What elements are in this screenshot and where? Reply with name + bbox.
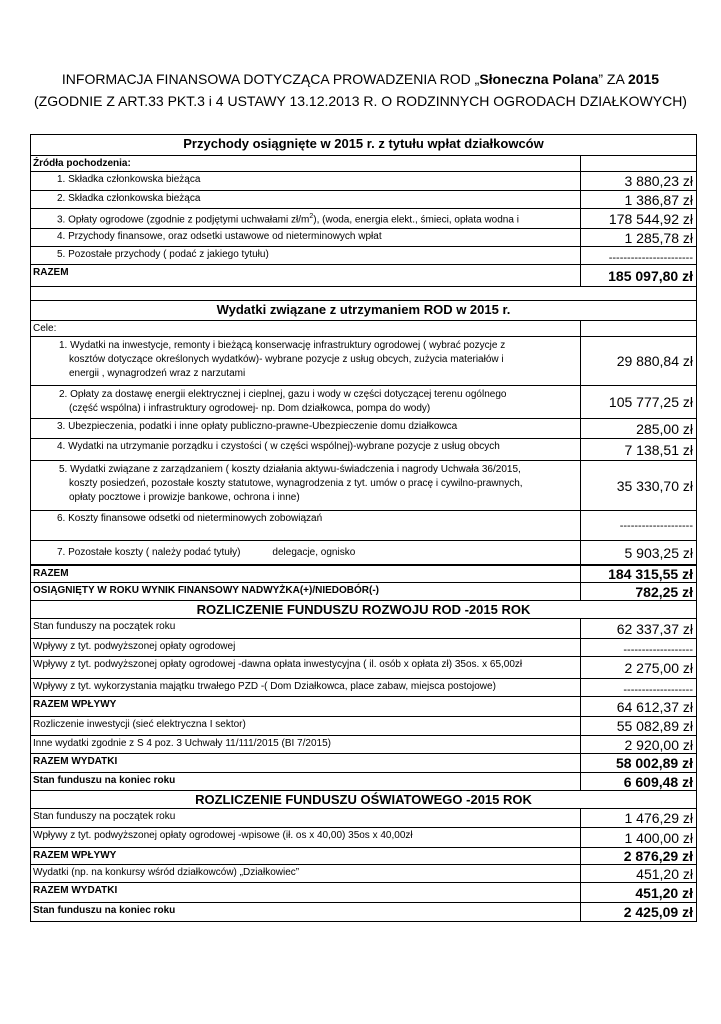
financial-table bbox=[30, 134, 697, 922]
income-row-value: 3 880,23 zł bbox=[580, 172, 696, 190]
fund-row-label: Wpływy z tyt. podwyższonej opłaty ogrodowej -wpisowe (ił. os x 40,00) 35os x 40,00zł bbox=[33, 830, 413, 841]
fund-row-label: RAZEM WYDATKI bbox=[33, 885, 118, 896]
expense-row bbox=[31, 510, 696, 540]
income-header: Przychody osiągnięte w 2015 r. z tytułu wpłat działkowców bbox=[183, 136, 544, 151]
fund-row-value: ------------------- bbox=[580, 639, 696, 656]
fund-row-label: RAZEM WPŁYWY bbox=[33, 850, 117, 861]
income-row bbox=[31, 171, 696, 190]
label-part: 3. Opłaty ogrodowe (zgodnie z podjętymi uchwałami zł/m bbox=[57, 214, 310, 226]
development-header-row bbox=[31, 600, 696, 618]
fund-row-label: RAZEM WYDATKI bbox=[33, 756, 118, 767]
fund-row-label: Stan funduszy na początek roku bbox=[33, 811, 176, 822]
expense-label bbox=[31, 386, 580, 418]
expense-label bbox=[31, 541, 580, 564]
income-row-value: 1 285,78 zł bbox=[580, 229, 696, 246]
expense-value: 29 880,84 zł bbox=[580, 337, 696, 385]
income-row bbox=[31, 246, 696, 264]
income-total-label: RAZEM bbox=[33, 267, 69, 278]
document-title bbox=[0, 71, 721, 87]
fund-row bbox=[31, 656, 696, 678]
income-total-row bbox=[31, 264, 696, 286]
expenses-header-row bbox=[31, 300, 696, 320]
expense-row bbox=[31, 418, 696, 438]
result-row bbox=[31, 582, 696, 600]
income-row-label: 4. Przychody finansowe, oraz odsetki ustawowe od nieterminowych wpłat bbox=[57, 231, 382, 242]
title-year: 2015 bbox=[627, 71, 660, 87]
fund-row-label: Wpływy z tyt. wykorzystania majątku trwałego PZD -( Dom Działkowca, place zabaw, miejsca postojowe) bbox=[33, 681, 496, 692]
label-line: 2. Opłaty za dostawę energii elektrycznej i cieplnej, gazu i wody w części dotyczącej terenu ogólnego bbox=[59, 389, 507, 400]
income-row-value: 1 386,87 zł bbox=[580, 191, 696, 208]
fund-row-label: Stan funduszu na koniec roku bbox=[33, 775, 176, 786]
income-row-label: 2. Składka członkowska bieżąca bbox=[57, 193, 201, 204]
income-row-value: 178 544,92 zł bbox=[580, 209, 696, 228]
expense-value: 5 903,25 zł bbox=[580, 541, 696, 564]
expense-row bbox=[31, 540, 696, 564]
garden-name: Słoneczna Polana bbox=[479, 71, 599, 87]
label-part: 7. Pozostałe koszty ( należy podać tytuły) bbox=[57, 546, 241, 558]
result-value: 782,25 zł bbox=[580, 583, 696, 600]
label-line: (część wspólna) i infrastruktury ogrodowej- np. Dom działkowca, pompa do wody) bbox=[69, 403, 431, 414]
fund-row-value: 1 476,29 zł bbox=[580, 809, 696, 827]
fund-row-label: Wpływy z tyt. podwyższonej opłaty ogrodowej -dawna opłata inwestycyjna ( il. osób x opłata zł) 35os. x 65,00zł bbox=[33, 659, 523, 670]
label-line: opłaty pocztowe i prowizje bankowe, ochrona i inne) bbox=[69, 492, 300, 503]
expense-label: 4. Wydatki na utrzymanie porządku i czystości ( w części wspólnej)-wybrane pozycje z usług obcych bbox=[57, 441, 500, 452]
expenses-total-value: 184 315,55 zł bbox=[580, 566, 696, 582]
fund-row-value: 2 425,09 zł bbox=[580, 903, 696, 921]
fund-row-label: RAZEM WPŁYWY bbox=[33, 699, 117, 710]
expense-row bbox=[31, 385, 696, 418]
fund-row-label: Rozliczenie inwestycji (sieć elektryczna I sektor) bbox=[33, 719, 246, 730]
result-label: OSIĄGNIĘTY W ROKU WYNIK FINANSOWY NADWYŻKA(+)/NIEDOBÓR(-) bbox=[33, 585, 380, 596]
fund-row bbox=[31, 678, 696, 696]
fund-row bbox=[31, 772, 696, 790]
fund-row-value: 2 920,00 zł bbox=[580, 736, 696, 753]
fund-row-value: 55 082,89 zł bbox=[580, 717, 696, 735]
expenses-goals-row bbox=[31, 320, 696, 336]
fund-row-label: Stan funduszy na początek roku bbox=[33, 621, 176, 632]
expenses-total-row bbox=[31, 564, 696, 582]
fund-row-value: 2 275,00 zł bbox=[580, 657, 696, 678]
label-part: ), (woda, energia elekt., śmieci, opłata wodna i bbox=[313, 214, 519, 226]
fund-row bbox=[31, 716, 696, 735]
label-line: 5. Wydatki związane z zarządzaniem ( koszty działania aktywu-świadczenia i nagrody Uchwała 36/2015, bbox=[59, 464, 521, 475]
label-line: 1. Wydatki na inwestycje, remonty i bieżącą konserwację infrastruktury ogrodowej ( wybrać pozycje z bbox=[59, 340, 506, 351]
expense-row bbox=[31, 336, 696, 385]
education-rows bbox=[31, 808, 696, 921]
expense-label: 3. Ubezpieczenia, podatki i inne opłaty publiczno-prawne-Ubezpieczenie domu działkowca bbox=[57, 421, 458, 432]
fund-row-label: Stan funduszu na koniec roku bbox=[33, 905, 176, 916]
expenses-total-label: RAZEM bbox=[33, 568, 69, 579]
fund-row bbox=[31, 827, 696, 847]
fund-row-value: 62 337,37 zł bbox=[580, 619, 696, 638]
fund-row-label: Wpływy z tyt. podwyższonej opłaty ogrodowej bbox=[33, 641, 236, 652]
fund-row bbox=[31, 902, 696, 921]
education-header-row bbox=[31, 790, 696, 808]
expense-value: 105 777,25 zł bbox=[580, 386, 696, 418]
label-line: energii , wynagrodzeń wraz z narzutami bbox=[69, 368, 246, 379]
fund-row-value: 6 609,48 zł bbox=[580, 773, 696, 790]
label-line: koszty posiedzeń, pozostałe koszty statutowe, wynagrodzenia z tyt. umów o pracę i cywilno-prawnych, bbox=[69, 478, 523, 489]
education-header: ROZLICZENIE FUNDUSZU OŚWIATOWEGO -2015 ROK bbox=[195, 792, 532, 807]
title-part: ” ZA bbox=[598, 71, 628, 87]
spacer-row bbox=[31, 286, 696, 300]
fund-row-value: 1 400,00 zł bbox=[580, 828, 696, 847]
expense-label bbox=[31, 337, 580, 385]
income-row bbox=[31, 228, 696, 246]
fund-row bbox=[31, 618, 696, 638]
income-total-value: 185 097,80 zł bbox=[580, 265, 696, 286]
fund-row-value: 58 002,89 zł bbox=[580, 754, 696, 772]
sources-label: Źródła pochodzenia: bbox=[33, 158, 131, 169]
expenses-header: Wydatki związane z utrzymaniem ROD w 2015 r. bbox=[216, 302, 511, 317]
expense-value: 7 138,51 zł bbox=[580, 439, 696, 460]
development-rows bbox=[31, 618, 696, 790]
expense-value: 285,00 zł bbox=[580, 419, 696, 438]
income-header-row bbox=[31, 135, 696, 155]
expense-value: -------------------- bbox=[580, 511, 696, 540]
income-row-label bbox=[31, 209, 580, 228]
fund-row-value: 451,20 zł bbox=[580, 883, 696, 902]
goals-label: Cele: bbox=[33, 323, 57, 334]
fund-row-label: Wydatki (np. na konkursy wśród działkowców) „Działkowiec” bbox=[33, 867, 300, 878]
empty-cell bbox=[31, 287, 696, 300]
label-extra: delegacje, ognisko bbox=[272, 546, 356, 558]
fund-row-value: 64 612,37 zł bbox=[580, 697, 696, 716]
income-row bbox=[31, 190, 696, 208]
fund-row bbox=[31, 696, 696, 716]
income-row-label: 1. Składka członkowska bieżąca bbox=[57, 174, 201, 185]
fund-row-value: ------------------- bbox=[580, 679, 696, 696]
fund-row bbox=[31, 753, 696, 772]
fund-row bbox=[31, 847, 696, 864]
fund-row-label: Inne wydatki zgodnie z S 4 poz. 3 Uchwały 11/111/2015 (BI 7/2015) bbox=[33, 738, 331, 749]
fund-row-value: 451,20 zł bbox=[580, 865, 696, 882]
empty-cell bbox=[580, 321, 696, 336]
fund-row bbox=[31, 735, 696, 753]
income-sources-row bbox=[31, 155, 696, 171]
fund-row bbox=[31, 864, 696, 882]
document-subtitle: (ZGODNIE Z ART.33 PKT.3 i 4 USTAWY 13.12.2013 R. O RODZINNYCH OGRODACH DZIAŁKOWYCH) bbox=[34, 93, 687, 109]
income-row bbox=[31, 208, 696, 228]
income-row-value: ----------------------- bbox=[580, 247, 696, 264]
development-header: ROZLICZENIE FUNDUSZU ROZWOJU ROD -2015 ROK bbox=[196, 602, 531, 617]
label-line: kosztów dotyczące określonych wydatków)- wybrane pozycje z usług obcych, zużycia materiałów i bbox=[69, 354, 504, 365]
empty-cell bbox=[580, 156, 696, 171]
title-part: INFORMACJA FINANSOWA DOTYCZĄCA PROWADZENIA ROD „ bbox=[61, 71, 480, 87]
expense-label bbox=[31, 461, 580, 510]
fund-row bbox=[31, 882, 696, 902]
label-superscript: 2 bbox=[309, 213, 314, 220]
fund-row bbox=[31, 808, 696, 827]
fund-row-value: 2 876,29 zł bbox=[580, 848, 696, 864]
expense-value: 35 330,70 zł bbox=[580, 461, 696, 510]
fund-row bbox=[31, 638, 696, 656]
expense-row bbox=[31, 460, 696, 510]
expense-row bbox=[31, 438, 696, 460]
expense-label: 6. Koszty finansowe odsetki od nieterminowych zobowiązań bbox=[57, 513, 323, 524]
income-row-label: 5. Pozostałe przychody ( podać z jakiego tytułu) bbox=[57, 249, 269, 260]
